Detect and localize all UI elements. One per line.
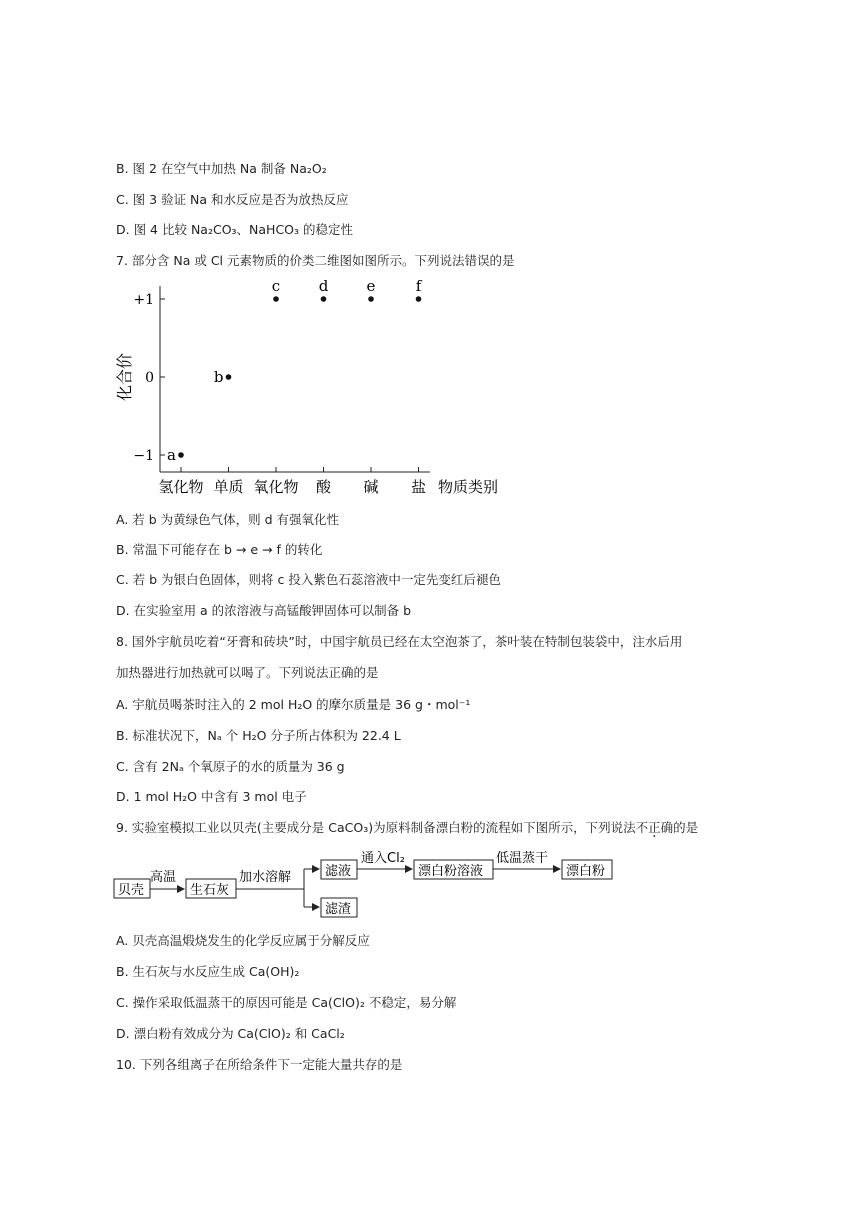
flow-residue: 滤渣 <box>325 902 352 917</box>
point-d <box>321 296 327 302</box>
point-label-e: e <box>366 277 376 295</box>
flow-bleach-solution: 漂白粉溶液 <box>418 864 484 879</box>
chart-x-label: 物质类别 <box>438 478 499 496</box>
chart-axes <box>160 286 430 472</box>
x-tick-label: 碱 <box>363 478 379 496</box>
point-a <box>178 452 184 458</box>
x-tick-label: 酸 <box>315 478 332 496</box>
flow-filtrate: 滤液 <box>325 864 352 879</box>
flow-low-temp: 低温蒸干 <box>496 851 549 866</box>
point-b <box>226 374 232 380</box>
q9-option-d: D. 漂白粉有效成分为 Ca(ClO)₂ 和 CaCl₂ <box>116 1026 345 1041</box>
point-e <box>368 296 374 302</box>
q9-stem-emphasis: 不正确 <box>635 820 674 835</box>
point-c <box>273 296 279 302</box>
q6-option-c: C. 图 3 验证 Na 和水反应是否为放热反应 <box>116 192 349 207</box>
x-tick-label: 氢化物 <box>158 478 204 496</box>
point-label-a: a <box>167 446 176 464</box>
flow-add-water: 加水溶解 <box>239 870 292 885</box>
q9-option-b: B. 生石灰与水反应生成 Ca(OH)₂ <box>116 964 300 979</box>
chart-points <box>167 277 423 464</box>
flow-add-cl2: 通入Cl₂ <box>361 851 405 866</box>
q9-stem-end: 的是 <box>673 820 699 835</box>
q8-option-a: A. 宇航员喝茶时注入的 2 mol H₂O 的摩尔质量是 36 g・mol⁻¹ <box>116 697 471 712</box>
x-tick-label: 氧化物 <box>253 478 299 496</box>
chart-y-label: 化合价 <box>115 352 134 402</box>
point-label-c: c <box>271 277 281 295</box>
y-tick-label: +1 <box>133 292 154 308</box>
x-tick-label: 盐 <box>410 478 427 496</box>
q7-option-d: D. 在实验室用 a 的浓溶液与高锰酸钾固体可以制备 b <box>116 603 412 618</box>
bleach-flow-diagram <box>112 843 622 921</box>
flow-shell: 贝壳 <box>118 883 145 898</box>
q9-stem-text: 9. 实验室模拟工业以贝壳(主要成分是 CaCO₃)为原料制备漂白粉的流程如下图所示，下列说法 <box>116 820 636 835</box>
q8-option-b: B. 标准状况下，Nₐ 个 H₂O 分子所占体积为 22.4 L <box>116 728 401 743</box>
chart-x-ticks <box>158 467 426 496</box>
flow-high-temp: 高温 <box>150 870 177 885</box>
q6-option-d: D. 图 4 比较 Na₂CO₃、NaHCO₃ 的稳定性 <box>116 222 354 237</box>
point-label-f: f <box>415 277 422 295</box>
y-tick-label: −1 <box>133 448 154 464</box>
point-label-d: d <box>318 277 329 295</box>
flow-bleach-powder: 漂白粉 <box>566 864 606 879</box>
q8-option-d: D. 1 mol H₂O 中含有 3 mol 电子 <box>116 789 307 804</box>
point-label-b: b <box>213 368 224 386</box>
y-tick-label: 0 <box>145 370 154 386</box>
q8-option-c: C. 含有 2Nₐ 个氧原子的水的质量为 36 g <box>116 759 345 774</box>
q9-option-c: C. 操作采取低温蒸干的原因可能是 Ca(ClO)₂ 不稳定，易分解 <box>116 995 457 1010</box>
point-f <box>416 296 422 302</box>
q9-option-a: A. 贝壳高温煅烧发生的化学反应属于分解反应 <box>116 933 370 948</box>
x-tick-label: 单质 <box>213 478 244 496</box>
q9-stem <box>116 820 698 836</box>
q7-stem: 7. 部分含 Na 或 Cl 元素物质的价类二维图如图所示。下列说法错误的是 <box>116 253 515 268</box>
flow-quicklime: 生石灰 <box>190 883 230 898</box>
q10-stem: 10. 下列各组离子在所给条件下一定能大量共存的是 <box>116 1057 403 1072</box>
q7-option-c: C. 若 b 为银白色固体，则将 c 投入紫色石蕊溶液中一定先变红后褪色 <box>116 572 501 587</box>
q8-stem-line2: 加热器进行加热就可以喝了。下列说法正确的是 <box>116 665 379 680</box>
q7-option-b: B. 常温下可能存在 b → e → f 的转化 <box>116 542 323 557</box>
q8-stem-line1: 8. 国外宇航员吃着“牙膏和砖块”时，中国宇航员已经在太空泡茶了，茶叶装在特制包装袋中，注水后用 <box>116 634 683 649</box>
q7-option-a: A. 若 b 为黄绿色气体，则 d 有强氧化性 <box>116 512 340 527</box>
valence-class-chart <box>115 277 518 503</box>
q6-option-b: B. 图 2 在空气中加热 Na 制备 Na₂O₂ <box>116 161 327 176</box>
